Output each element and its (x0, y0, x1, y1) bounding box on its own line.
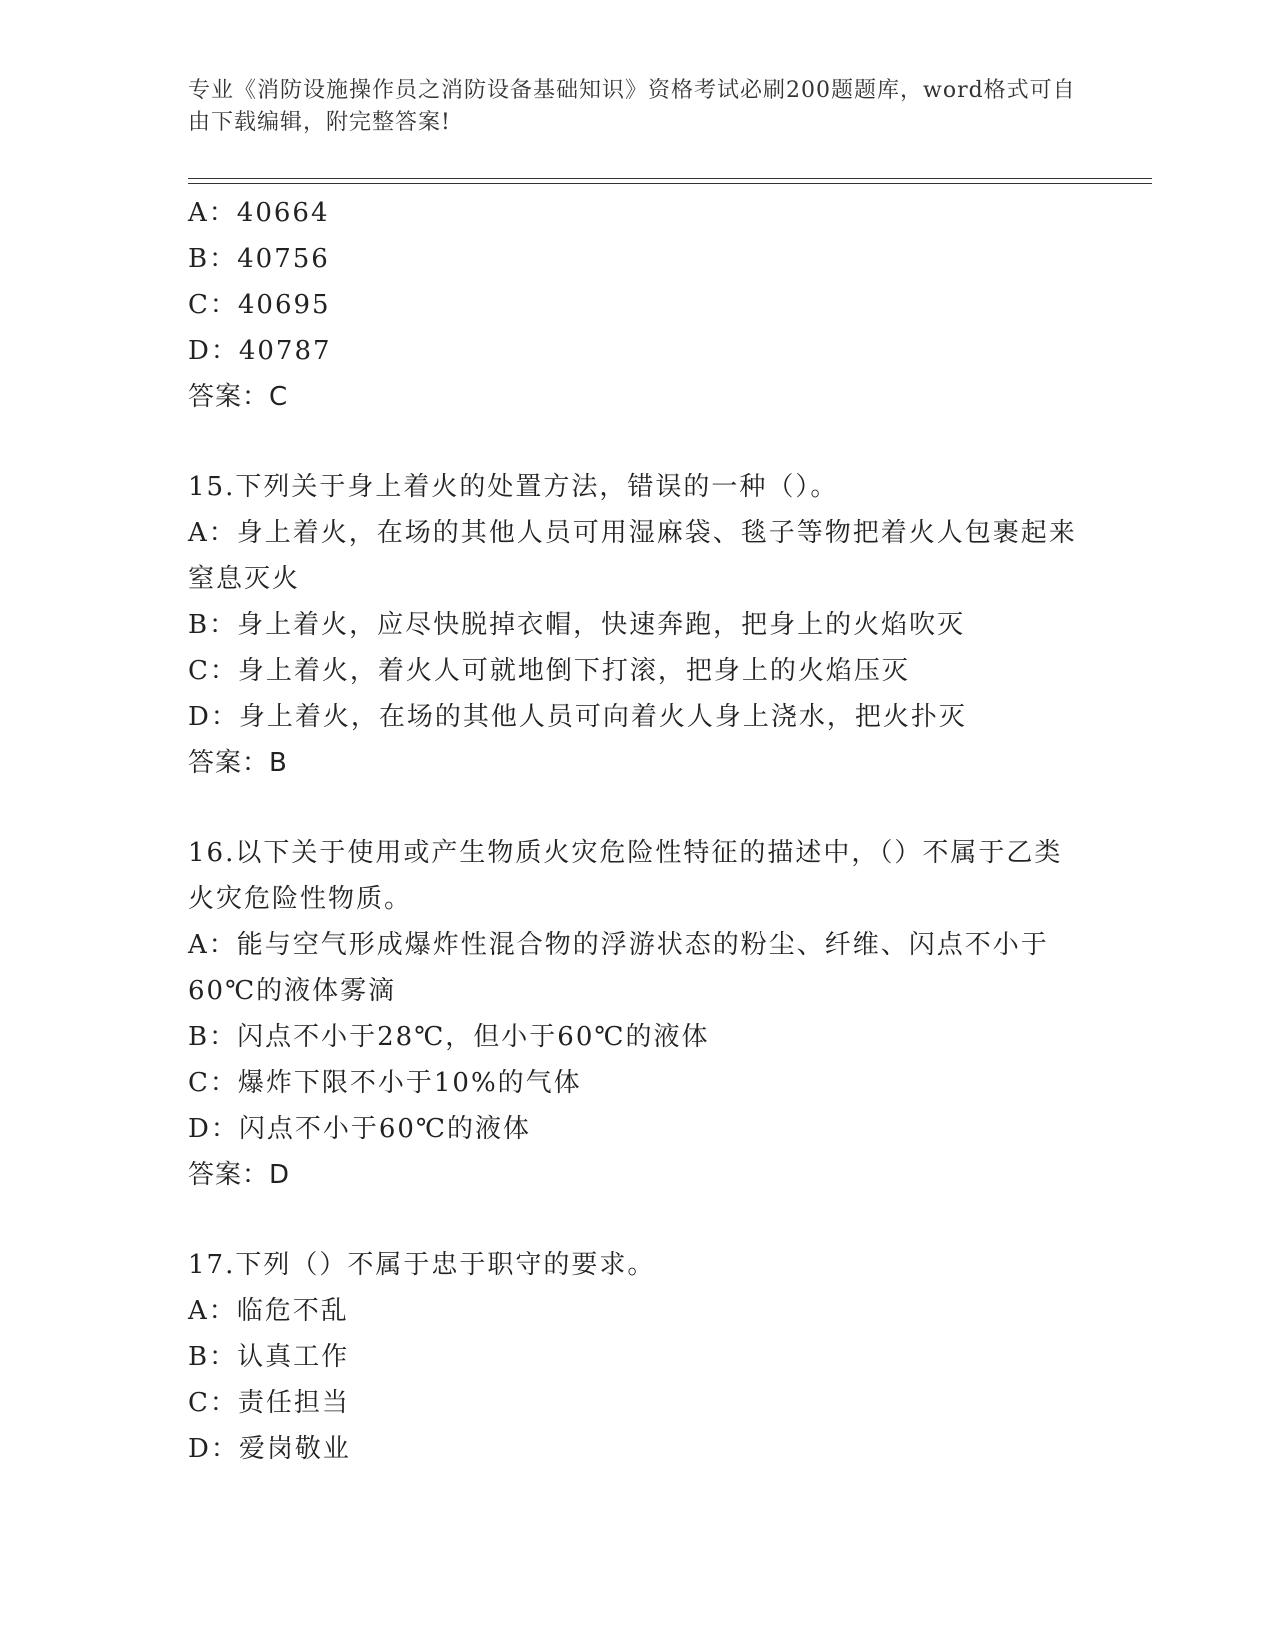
option-a: A：临危不乱 (188, 1296, 349, 1326)
option-c: C：40695 (188, 290, 331, 320)
question-text: 16.以下关于使用或产生物质火灾危险性特征的描述中，（）不属于乙类火灾危险性物质。 (188, 838, 1063, 914)
question-block-17 (188, 1242, 1088, 1472)
option-d: D：闪点不小于60℃的液体 (188, 1114, 532, 1144)
option-a: A：身上着火，在场的其他人员可用湿麻袋、毯子等物把着火人包裹起来窒息灭火 (188, 518, 1077, 594)
option-b: B：身上着火，应尽快脱掉衣帽，快速奔跑，把身上的火焰吹灭 (188, 610, 966, 640)
question-block-16 (188, 830, 1088, 1198)
document-header: 专业《消防设施操作员之消防设备基础知识》资格考试必刷200题题库，word格式可自由下载编辑，附完整答案! (188, 78, 1076, 135)
option-c: C：爆炸下限不小于10%的气体 (188, 1068, 582, 1098)
option-d: D：爱岗敬业 (188, 1434, 351, 1464)
option-a: A：能与空气形成爆炸性混合物的浮游状态的粉尘、纤维、闪点不小于60℃的液体雾滴 (188, 930, 1049, 1006)
answer-line: 答案：B (188, 748, 288, 778)
option-d: D：身上着火，在场的其他人员可向着火人身上浇水，把火扑灭 (188, 702, 967, 732)
question-block-15 (188, 464, 1088, 786)
answer-line: 答案：D (188, 1160, 291, 1190)
option-d: D：40787 (188, 336, 332, 366)
question-text: 15.下列关于身上着火的处置方法，错误的一种（）。 (188, 472, 839, 502)
option-b: B：认真工作 (188, 1342, 350, 1372)
question-text: 17.下列（）不属于忠于职守的要求。 (188, 1250, 656, 1280)
question-block-14 (188, 190, 1088, 420)
answer-line: 答案：C (188, 382, 289, 412)
option-c: C：身上着火，着火人可就地倒下打滚，把身上的火焰压灭 (188, 656, 910, 686)
option-b: B：40756 (188, 244, 330, 274)
option-b: B：闪点不小于28℃，但小于60℃的液体 (188, 1022, 710, 1052)
option-a: A：40664 (188, 198, 330, 228)
option-c: C：责任担当 (188, 1388, 350, 1418)
header-double-rule (188, 178, 1152, 184)
question-list (188, 190, 1088, 1472)
